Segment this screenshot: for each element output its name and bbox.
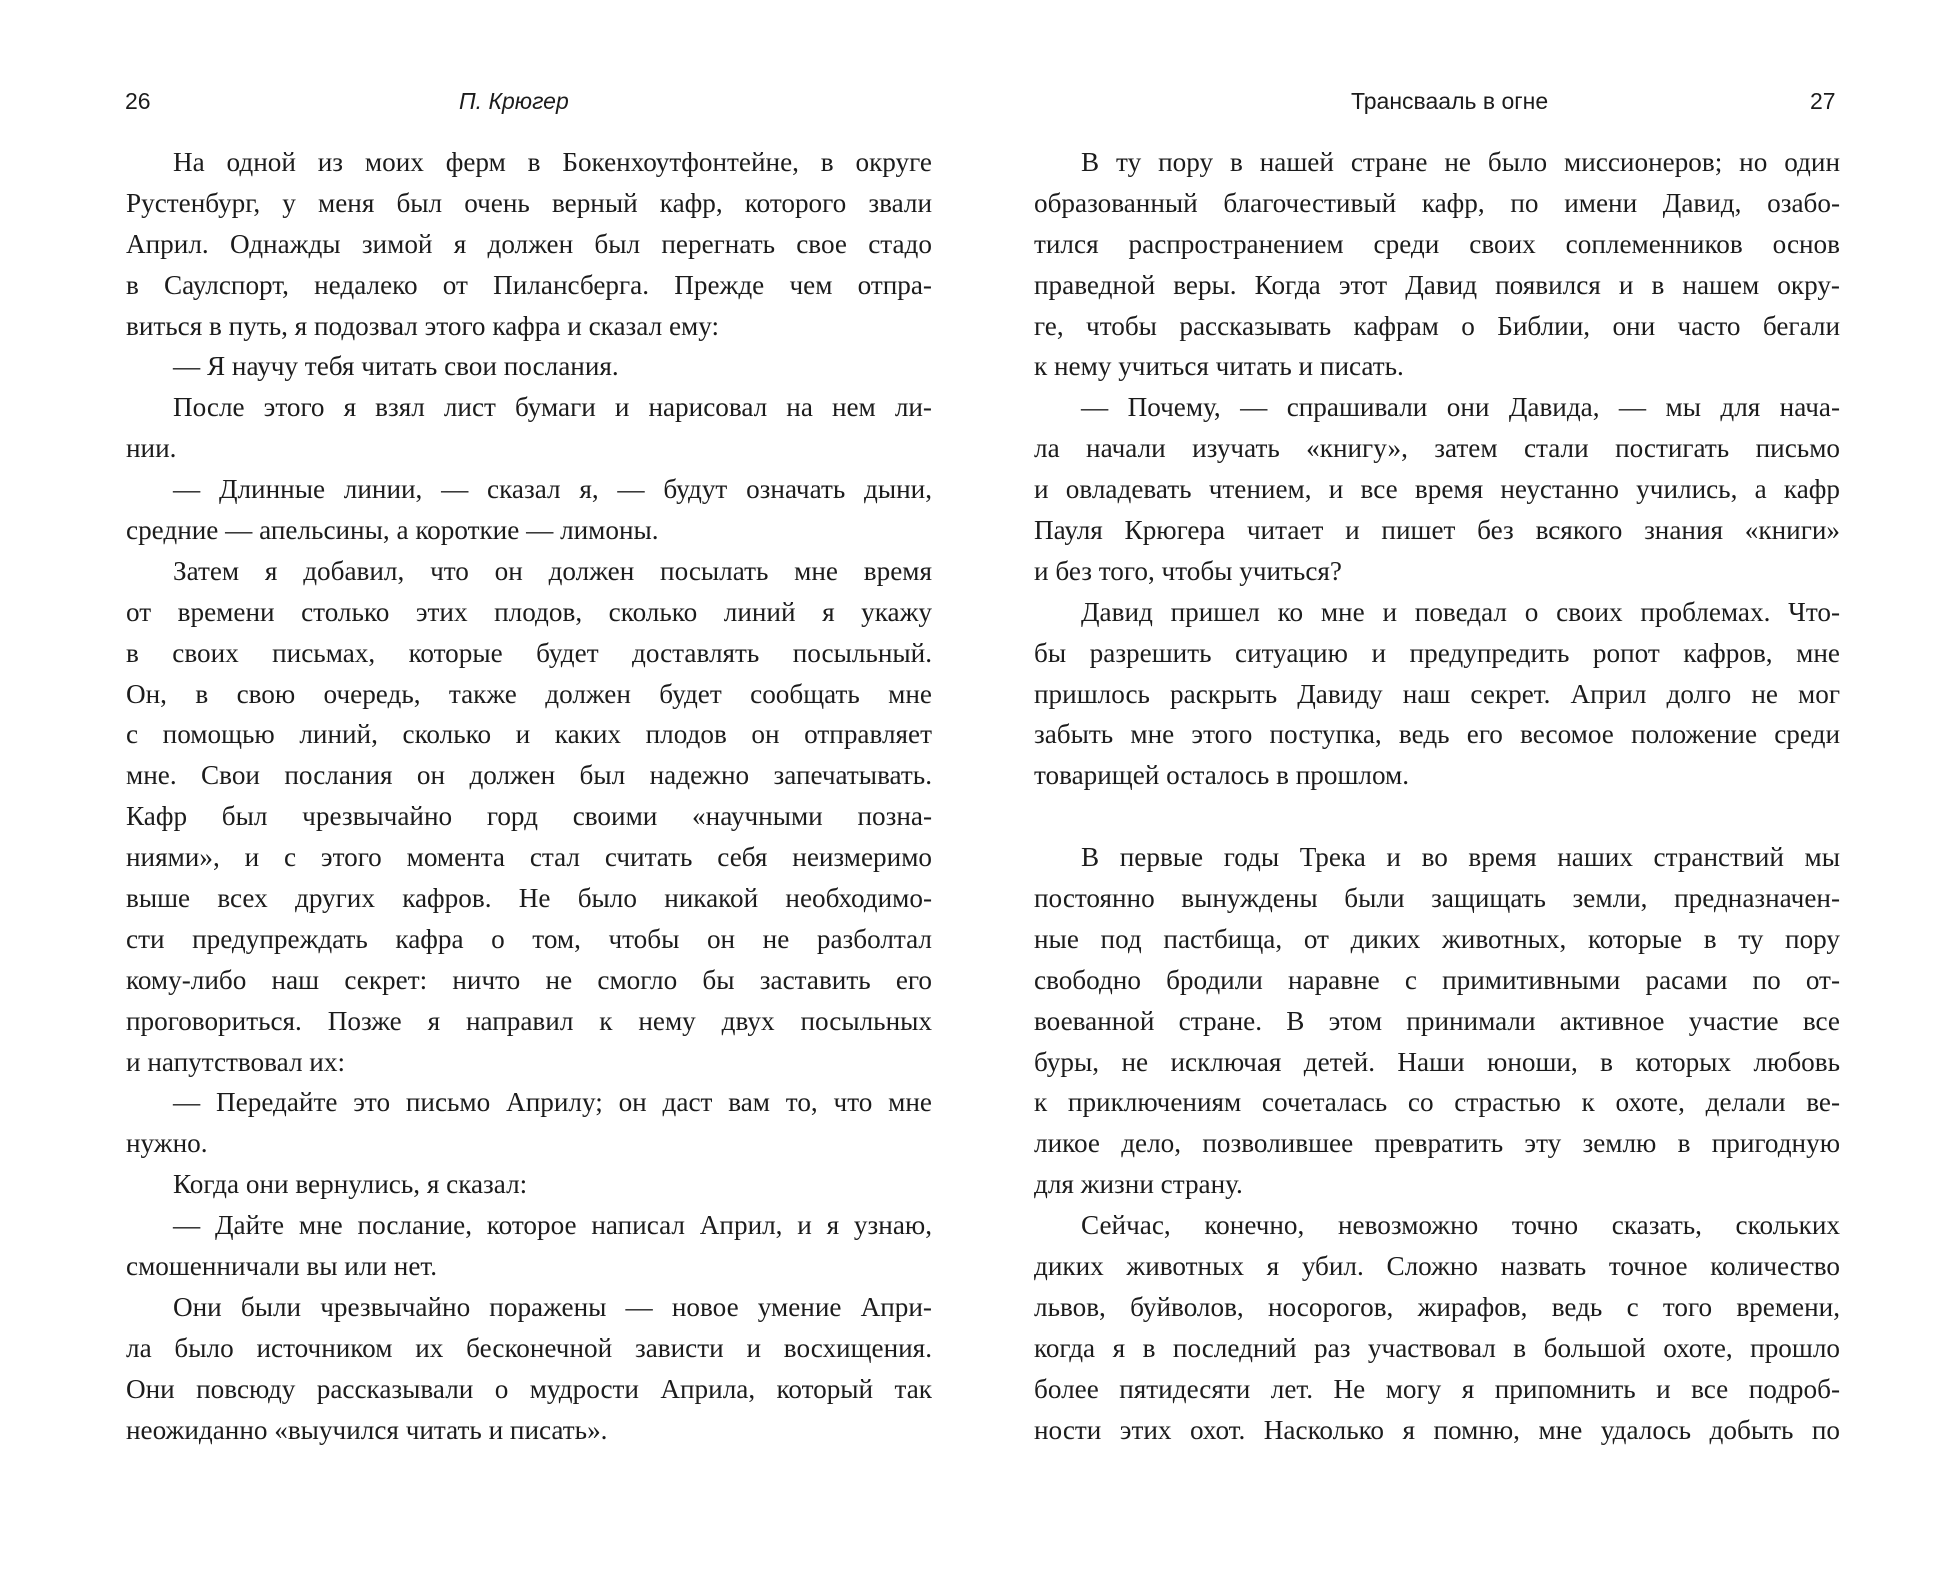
text-line: Они повсюду рассказывали о мудрости Априла, который так <box>126 1373 932 1404</box>
text-line: Рустенбург, у меня был очень верный кафр, которого звали <box>126 187 932 218</box>
text-line: буры, не исключая детей. Наши юноши, в которых любовь <box>1034 1046 1840 1077</box>
text-line: Они были чрезвычайно поражены — новое умение Апри- <box>173 1291 932 1322</box>
text-line: праведной веры. Когда этот Давид появился и в нашем окру- <box>1034 269 1840 300</box>
text-line: когда я в последний раз участвовал в большой охоте, прошло <box>1034 1332 1840 1363</box>
text-line: ные под пастбища, от диких животных, которые в ту пору <box>1034 923 1840 954</box>
text-line: В первые годы Трека и во время наших странствий мы <box>1081 842 1840 873</box>
text-line: Сейчас, конечно, невозможно точно сказать, скольких <box>1081 1210 1840 1241</box>
text-line: и без того, чтобы учиться? <box>1034 555 1342 586</box>
text-line: от времени столько этих плодов, сколько линий я укажу <box>126 596 932 627</box>
text-line: диких животных я убил. Сложно назвать точное количество <box>1034 1251 1840 1282</box>
text-line: нии. <box>126 433 177 464</box>
text-line: с помощью линий, сколько и каких плодов он отправляет <box>126 719 932 750</box>
text-line: воеванной стране. В этом принимали активное участие все <box>1034 1005 1840 1036</box>
running-head-author: П. Крюгер <box>459 88 569 114</box>
text-line: На одной из моих ферм в Бокенхоутфонтейне, в округе <box>173 147 932 177</box>
text-line: в Саулспорт, недалеко от Пилансберга. Прежде чем отпра- <box>126 269 932 300</box>
text-line: к нему учиться читать и писать. <box>1034 351 1404 382</box>
text-line: средние — апельсины, а короткие — лимоны. <box>126 515 659 546</box>
text-line: смошенничали вы или нет. <box>126 1251 438 1282</box>
text-line: ликое дело, позволившее превратить эту землю в пригодную <box>1034 1128 1840 1159</box>
paragraph-break <box>1034 796 1840 837</box>
text-line: к приключениям сочеталась со страстью к охоте, делали ве- <box>1034 1087 1840 1118</box>
text-line: более пятидесяти лет. Не могу я припомнить и все подроб- <box>1034 1373 1840 1404</box>
text-line: в своих письмах, которые будет доставлять посыльный. <box>126 637 932 668</box>
text-line: После этого я взял лист бумаги и нарисовал на нем ли- <box>173 392 932 423</box>
text-line: В ту пору в нашей стране не было миссионеров; но один <box>1081 147 1840 177</box>
text-line: ла было источником их бесконечной зависти и восхищения. <box>126 1332 932 1363</box>
running-head-title: Трансвааль в огне <box>1351 88 1549 114</box>
text-line: Затем я добавил, что он должен посылать мне время <box>173 555 932 586</box>
text-line: выше всех других кафров. Не было никакой необходимо- <box>126 883 932 914</box>
text-line: Кафр был чрезвычайно горд своими «научными позна- <box>126 801 932 832</box>
text-line: свободно бродили наравне с примитивными расами по от- <box>1034 964 1840 995</box>
text-line: сти предупреждать кафра о том, чтобы он не разболтал <box>126 923 932 954</box>
text-line: — Почему, — спрашивали они Давида, — мы для нача- <box>1081 392 1840 423</box>
text-line: и напутствовал их: <box>126 1046 345 1077</box>
text-line: виться в путь, я подозвал этого кафра и сказал ему: <box>126 310 719 341</box>
text-line: пришлось раскрыть Давиду наш секрет. Април долго не мог <box>1034 678 1840 709</box>
page-number-right: 27 <box>1810 88 1836 114</box>
text-line: — Дайте мне послание, которое написал Април, и я узнаю, <box>173 1210 932 1241</box>
text-line: — Я научу тебя читать свои послания. <box>173 351 619 382</box>
text-line: забыть мне этого поступка, ведь его весомое положение среди <box>1034 719 1840 750</box>
text-line: бы разрешить ситуацию и предупредить ропот кафров, мне <box>1034 637 1840 668</box>
text-line: нужно. <box>126 1128 208 1159</box>
right-page <box>978 0 1957 1574</box>
text-line: мне. Свои послания он должен был надежно запечатывать. <box>126 760 932 791</box>
page-number-left: 26 <box>125 88 151 114</box>
text-line: товарищей осталось в прошлом. <box>1034 760 1410 791</box>
text-line: Когда они вернулись, я сказал: <box>173 1169 528 1200</box>
text-line: — Передайте это письмо Априлу; он даст вам то, что мне <box>173 1087 932 1118</box>
right-page-text <box>1034 142 1840 1451</box>
text-line: постоянно вынуждены были защищать земли, предназначен- <box>1034 883 1840 914</box>
text-line: Април. Однажды зимой я должен был перегнать свое стадо <box>126 228 932 259</box>
text-line: львов, буйволов, носорогов, жирафов, ведь с того времени, <box>1034 1291 1840 1322</box>
text-line: ниями», и с этого момента стал считать себя неизмеримо <box>126 842 932 873</box>
text-line: кому-либо наш секрет: ничто не смогло бы заставить его <box>126 964 932 995</box>
left-page <box>0 0 978 1574</box>
text-line: Он, в свою очередь, также должен будет сообщать мне <box>126 678 932 709</box>
text-line: для жизни страну. <box>1034 1169 1243 1200</box>
text-line: тился распространением среди своих соплеменников основ <box>1034 228 1840 259</box>
text-line: ге, чтобы рассказывать кафрам о Библии, они часто бегали <box>1034 310 1840 341</box>
text-line: ности этих охот. Насколько я помню, мне удалось добыть по <box>1034 1414 1840 1445</box>
text-line: ла начали изучать «книгу», затем стали постигать письмо <box>1034 433 1840 464</box>
text-line: Пауля Крюгера читает и пишет без всякого знания «книги» <box>1034 515 1840 546</box>
text-line: неожиданно «выучился читать и писать». <box>126 1414 608 1445</box>
left-page-text <box>126 142 932 1451</box>
text-line: и овладевать чтением, и все время неустанно учились, а кафр <box>1034 474 1840 505</box>
text-line: Давид пришел ко мне и поведал о своих проблемах. Что- <box>1081 596 1840 627</box>
text-line: проговориться. Позже я направил к нему двух посыльных <box>126 1005 932 1036</box>
text-line: образованный благочестивый кафр, по имени Давид, озабо- <box>1034 187 1840 218</box>
text-line: — Длинные линии, — сказал я, — будут означать дыни, <box>173 474 932 505</box>
